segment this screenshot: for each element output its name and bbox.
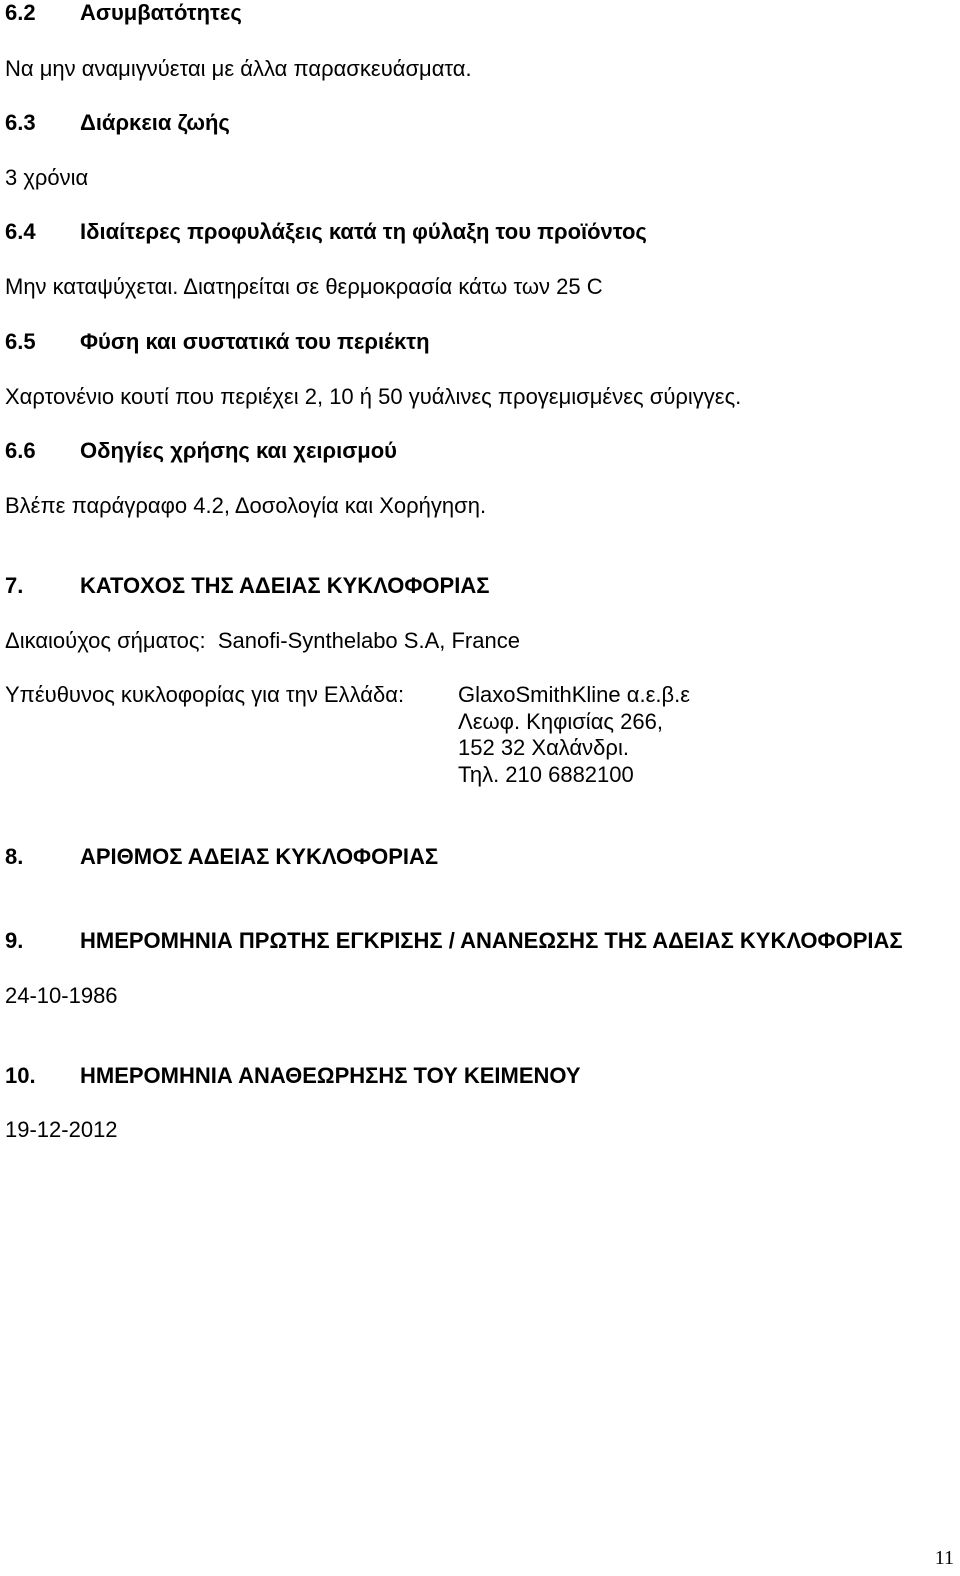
trademark-value: Sanofi-Synthelabo S.A, France <box>217 628 520 653</box>
section-number: 6.5 <box>5 329 36 354</box>
section-6-2-text: Να μην αναμιγνύεται με άλλα παρασκευάσματα. <box>5 56 472 81</box>
section-6-5-text: Χαρτονένιο κουτί που περιέχει 2, 10 ή 50 γυάλινες προγεμισμένες σύριγγες. <box>5 384 742 409</box>
section-9-heading <box>5 928 903 954</box>
section-title: ΚΑΤΟΧΟΣ ΤΗΣ ΑΔΕΙΑΣ ΚΥΚΛΟΦΟΡΙΑΣ <box>80 573 490 598</box>
section-number: 7. <box>5 573 24 598</box>
section-title: Φύση και συστατικά του περιέκτη <box>80 329 430 354</box>
section-title: Οδηγίες χρήσης και χειρισμού <box>80 438 397 463</box>
section-6-2-heading <box>5 0 242 26</box>
section-number: 9. <box>5 928 24 953</box>
address-line: Τηλ. 210 6882100 <box>458 761 634 787</box>
section-title: ΗΜΕΡΟΜΗΝΙΑ ΑΝΑΘΕΩΡΗΣΗΣ ΤΟΥ ΚΕΙΜΕΝΟΥ <box>80 1063 581 1088</box>
section-10-date: 19-12-2012 <box>5 1117 118 1142</box>
section-number: 6.3 <box>5 110 36 135</box>
responsible-party-address <box>458 682 690 788</box>
section-9-date: 24-10-1986 <box>5 983 118 1008</box>
section-6-3-heading <box>5 110 230 136</box>
trademark-holder-row <box>5 628 520 654</box>
section-7-heading <box>5 573 489 599</box>
section-8-heading <box>5 844 438 870</box>
section-6-4-heading <box>5 219 647 245</box>
page-number: 11 <box>934 1547 954 1569</box>
trademark-label: Δικαιούχος σήματος: <box>5 628 206 653</box>
responsible-party-row <box>5 682 458 708</box>
section-title: Ιδιαίτερες προφυλάξεις κατά τη φύλαξη του προϊόντος <box>80 219 647 244</box>
section-10-heading <box>5 1063 581 1089</box>
section-number: 10. <box>5 1063 36 1088</box>
section-number: 8. <box>5 844 24 869</box>
responsible-party-label: Υπέυθυνος κυκλοφορίας για την Ελλάδα: <box>5 682 405 707</box>
section-6-3-text: 3 χρόνια <box>5 165 89 190</box>
section-title: ΑΡΙΘΜΟΣ ΑΔΕΙΑΣ ΚΥΚΛΟΦΟΡΙΑΣ <box>80 844 439 869</box>
section-6-6-heading <box>5 438 397 464</box>
section-6-4-text: Μην καταψύχεται. Διατηρείται σε θερμοκρασία κάτω των 25 C <box>5 274 603 299</box>
section-title: ΗΜΕΡΟΜΗΝΙΑ ΠΡΩΤΗΣ ΕΓΚΡΙΣΗΣ / ΑΝΑΝΕΩΣΗΣ ΤΗΣ ΑΔΕΙΑΣ ΚΥΚΛΟΦΟΡΙΑΣ <box>80 928 903 953</box>
address-line: Λεωφ. Κηφισίας 266, <box>458 708 663 734</box>
section-title: Διάρκεια ζωής <box>80 110 230 135</box>
section-title: Ασυμβατότητες <box>80 0 242 25</box>
section-6-5-heading <box>5 329 430 355</box>
address-line: GlaxoSmithKline α.ε.β.ε <box>458 682 691 707</box>
section-6-6-text: Βλέπε παράγραφο 4.2, Δοσολογία και Χορήγηση. <box>5 493 487 518</box>
address-line: 152 32 Χαλάνδρι. <box>458 735 629 760</box>
section-number: 6.4 <box>5 219 36 244</box>
section-number: 6.2 <box>5 0 36 25</box>
section-number: 6.6 <box>5 438 36 463</box>
